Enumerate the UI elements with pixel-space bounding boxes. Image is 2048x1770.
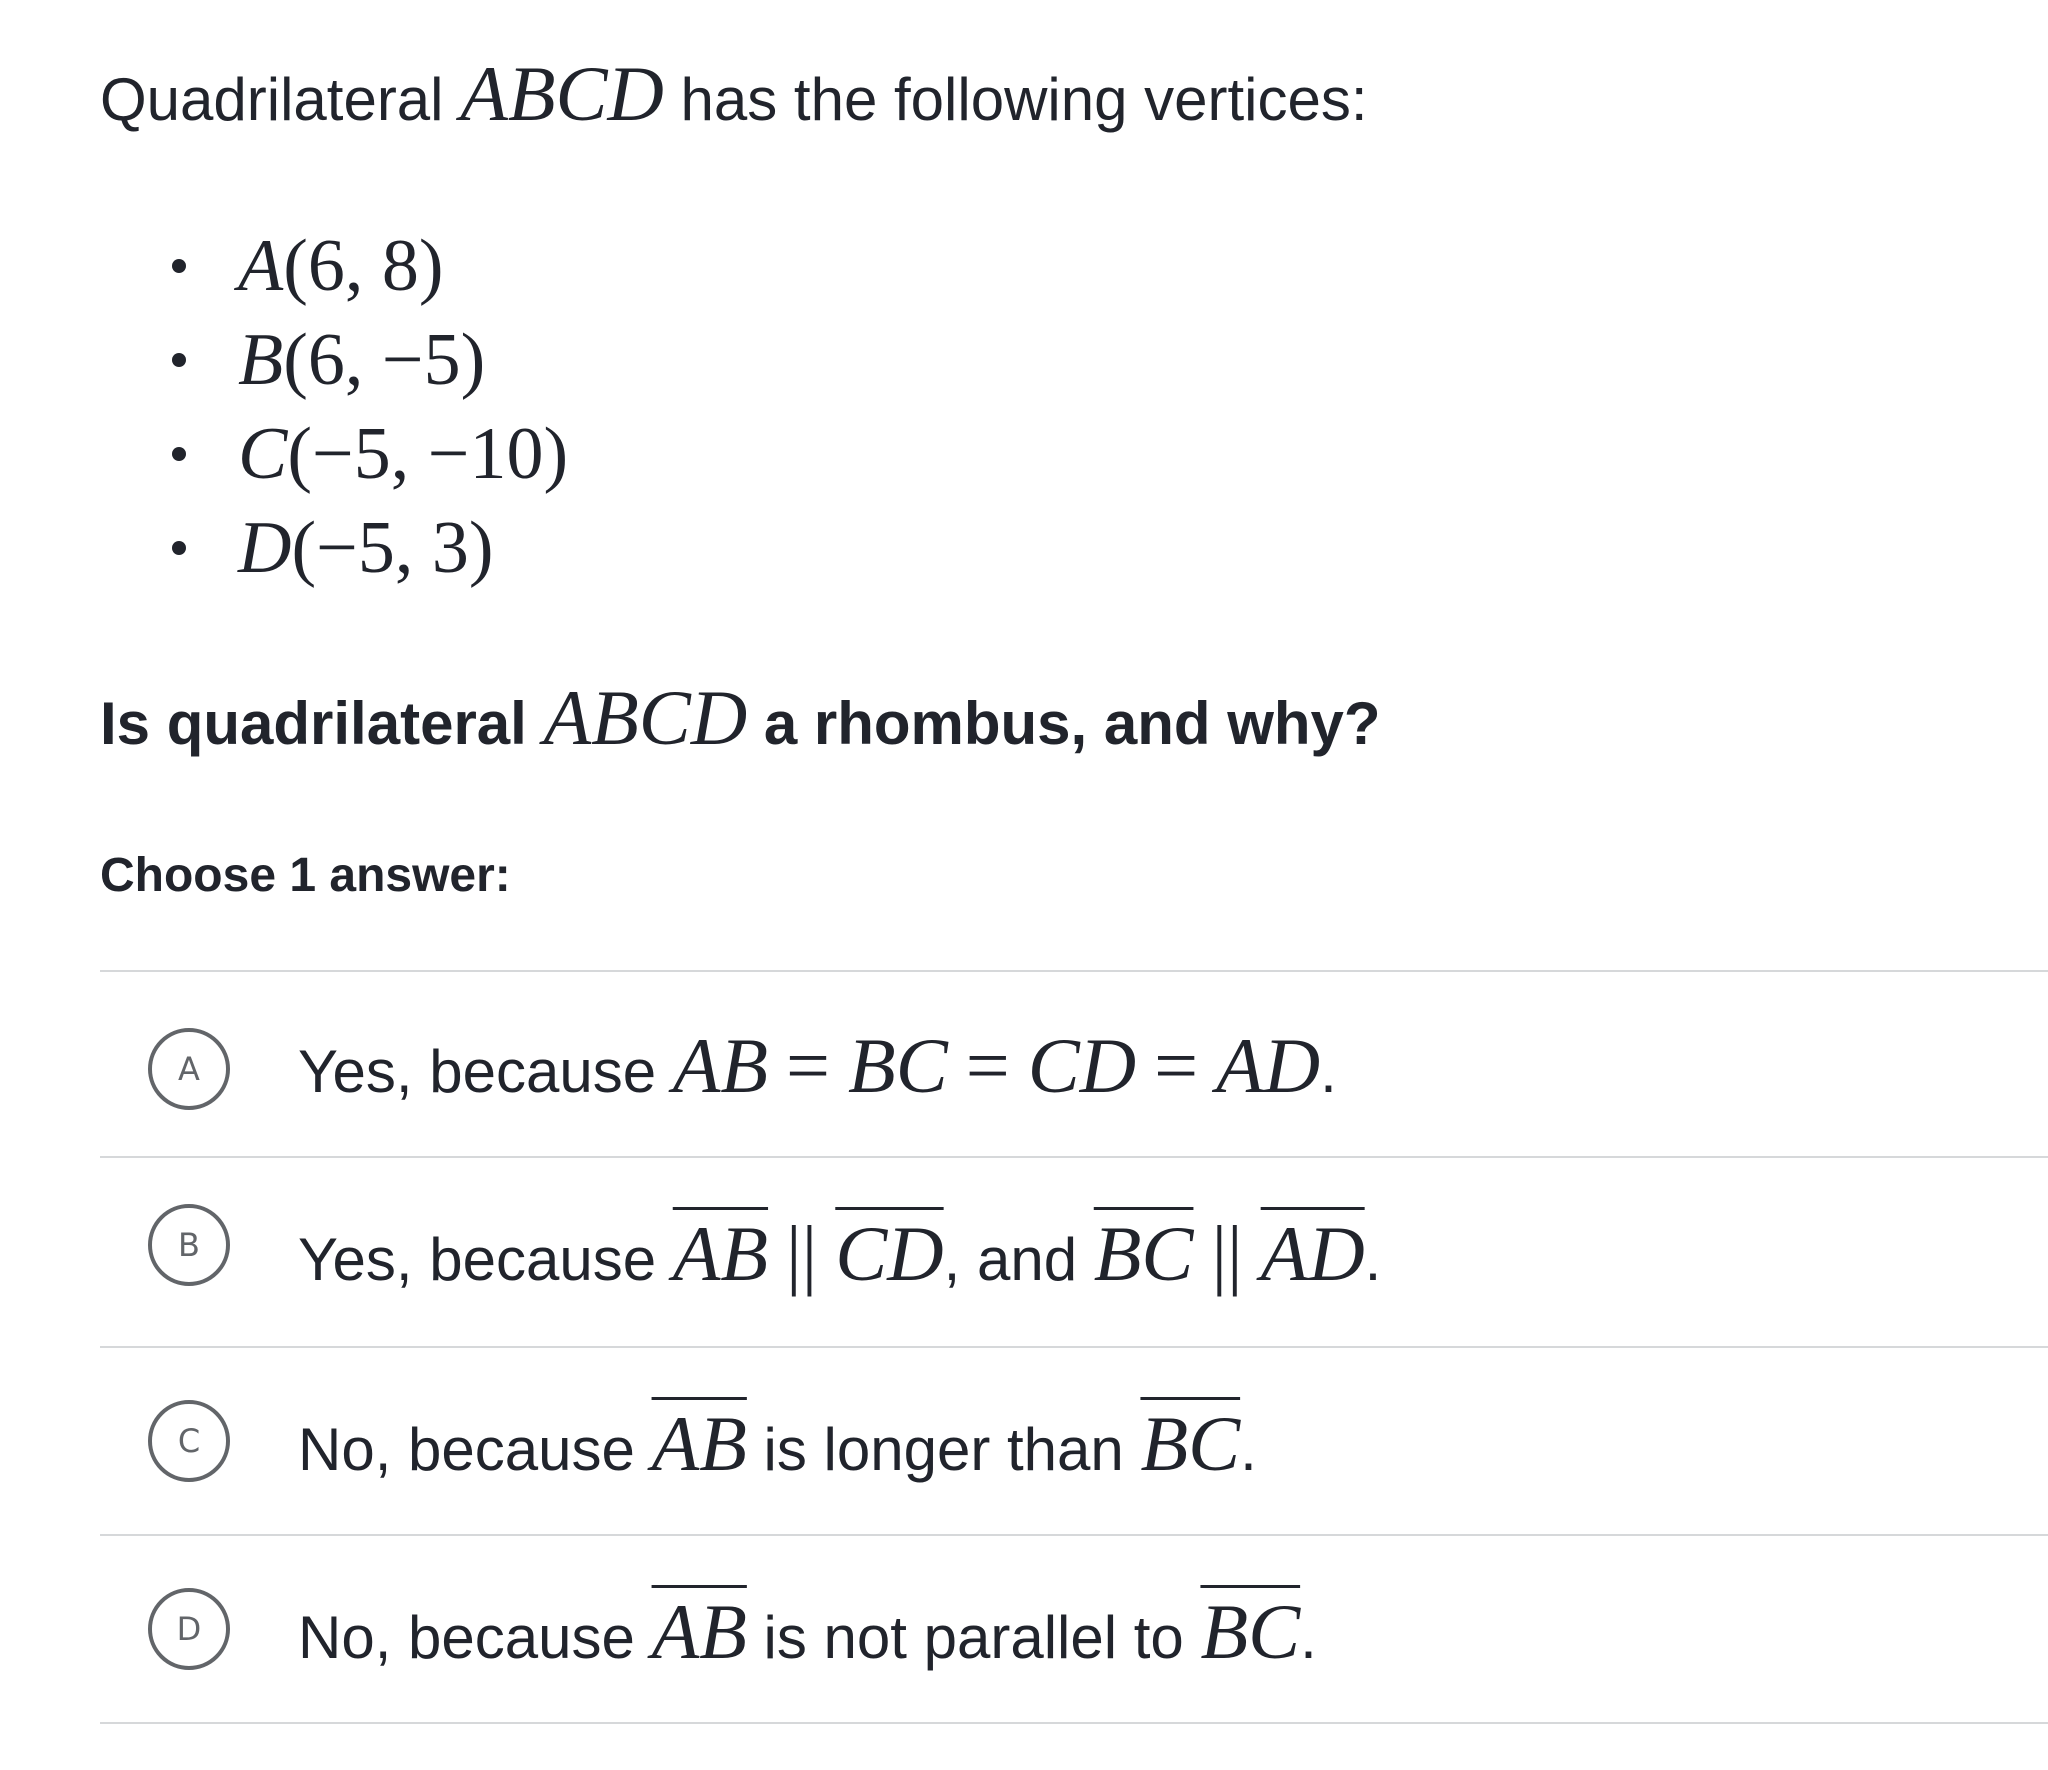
relation-symbol: || <box>786 1210 818 1297</box>
bullet-icon <box>172 541 186 555</box>
choice-c-text <box>298 1398 1257 1496</box>
choice-a-prefix: Yes, because <box>298 1038 657 1105</box>
choice-b-end: . <box>1364 1226 1382 1293</box>
answer-choice-b[interactable] <box>100 1158 2048 1346</box>
vertex-item <box>170 218 568 312</box>
segment-label: $\overline{BC}$ <box>1200 1588 1301 1675</box>
choice-a-end: . <box>1320 1038 1337 1105</box>
choice-c-radio-icon[interactable]: C <box>148 1400 230 1482</box>
choice-d-prefix: No, because <box>298 1604 635 1671</box>
choice-d-radio-icon[interactable]: D <box>148 1588 230 1670</box>
segment-label: $\overline{AB}$ <box>672 1210 769 1297</box>
choice-b-mid: , and <box>943 1226 1078 1293</box>
intro-prefix: Quadrilateral <box>100 66 444 133</box>
question-prefix: Is quadrilateral <box>100 690 527 757</box>
vertex-coords: (−5, 3) <box>291 507 494 589</box>
choice-c-mid: is longer than <box>763 1416 1124 1483</box>
answer-choices <box>100 970 2048 1724</box>
segment-label: BC <box>848 1022 948 1109</box>
segment-label: $\overline{AD}$ <box>1260 1210 1365 1297</box>
segment-label: AB <box>672 1022 769 1109</box>
vertex-label: C <box>238 413 288 495</box>
problem-intro <box>100 52 1368 142</box>
answer-choice-c[interactable] <box>100 1348 2048 1534</box>
bullet-icon <box>172 353 186 367</box>
answer-choice-d[interactable] <box>100 1536 2048 1722</box>
relation-symbol: = <box>786 1022 831 1109</box>
bullet-icon <box>172 259 186 273</box>
bullet-icon <box>172 447 186 461</box>
relation-symbol: = <box>965 1022 1010 1109</box>
segment-label: AD <box>1216 1022 1321 1109</box>
choice-c-prefix: No, because <box>298 1416 635 1483</box>
segment-label: $\overline{BC}$ <box>1093 1210 1194 1297</box>
question-shape-name: ABCD <box>543 674 748 761</box>
choice-d-end: . <box>1300 1604 1317 1671</box>
vertex-coords: (−5, −10) <box>287 413 569 495</box>
vertex-item <box>170 312 568 406</box>
vertex-item <box>170 500 568 594</box>
choice-d-mid: is not parallel to <box>763 1604 1184 1671</box>
vertex-label: D <box>238 507 292 589</box>
question-suffix: a rhombus, and why? <box>763 690 1381 757</box>
vertex-coords: (6, 8) <box>283 225 444 307</box>
divider <box>100 1722 2048 1724</box>
choose-instruction: Choose 1 answer: <box>100 849 511 902</box>
intro-shape-name: ABCD <box>460 50 664 137</box>
choice-a-radio-icon[interactable]: A <box>148 1028 230 1110</box>
choice-d-text <box>298 1586 1317 1684</box>
choice-b-prefix: Yes, because <box>298 1226 657 1293</box>
choice-b-text <box>298 1208 1381 1306</box>
question-prompt <box>100 676 1381 766</box>
choice-a-text <box>298 1020 1337 1118</box>
segment-label: $\overline{AB}$ <box>651 1400 747 1487</box>
segment-label: $\overline{BC}$ <box>1140 1400 1241 1487</box>
vertex-label: B <box>238 319 284 401</box>
choice-b-radio-icon[interactable]: B <box>148 1204 230 1286</box>
vertex-list <box>170 218 568 594</box>
vertex-label: A <box>238 225 284 307</box>
segment-label: CD <box>1027 1022 1137 1109</box>
relation-symbol: || <box>1211 1210 1243 1297</box>
segment-label: $\overline{CD}$ <box>835 1210 944 1297</box>
vertex-item <box>170 406 568 500</box>
intro-suffix: has the following vertices: <box>680 66 1368 133</box>
vertex-coords: (6, −5) <box>283 319 486 401</box>
relation-symbol: = <box>1154 1022 1199 1109</box>
segment-label: $\overline{AB}$ <box>651 1588 747 1675</box>
answer-choice-a[interactable] <box>100 972 2048 1156</box>
choice-c-end: . <box>1240 1416 1257 1483</box>
